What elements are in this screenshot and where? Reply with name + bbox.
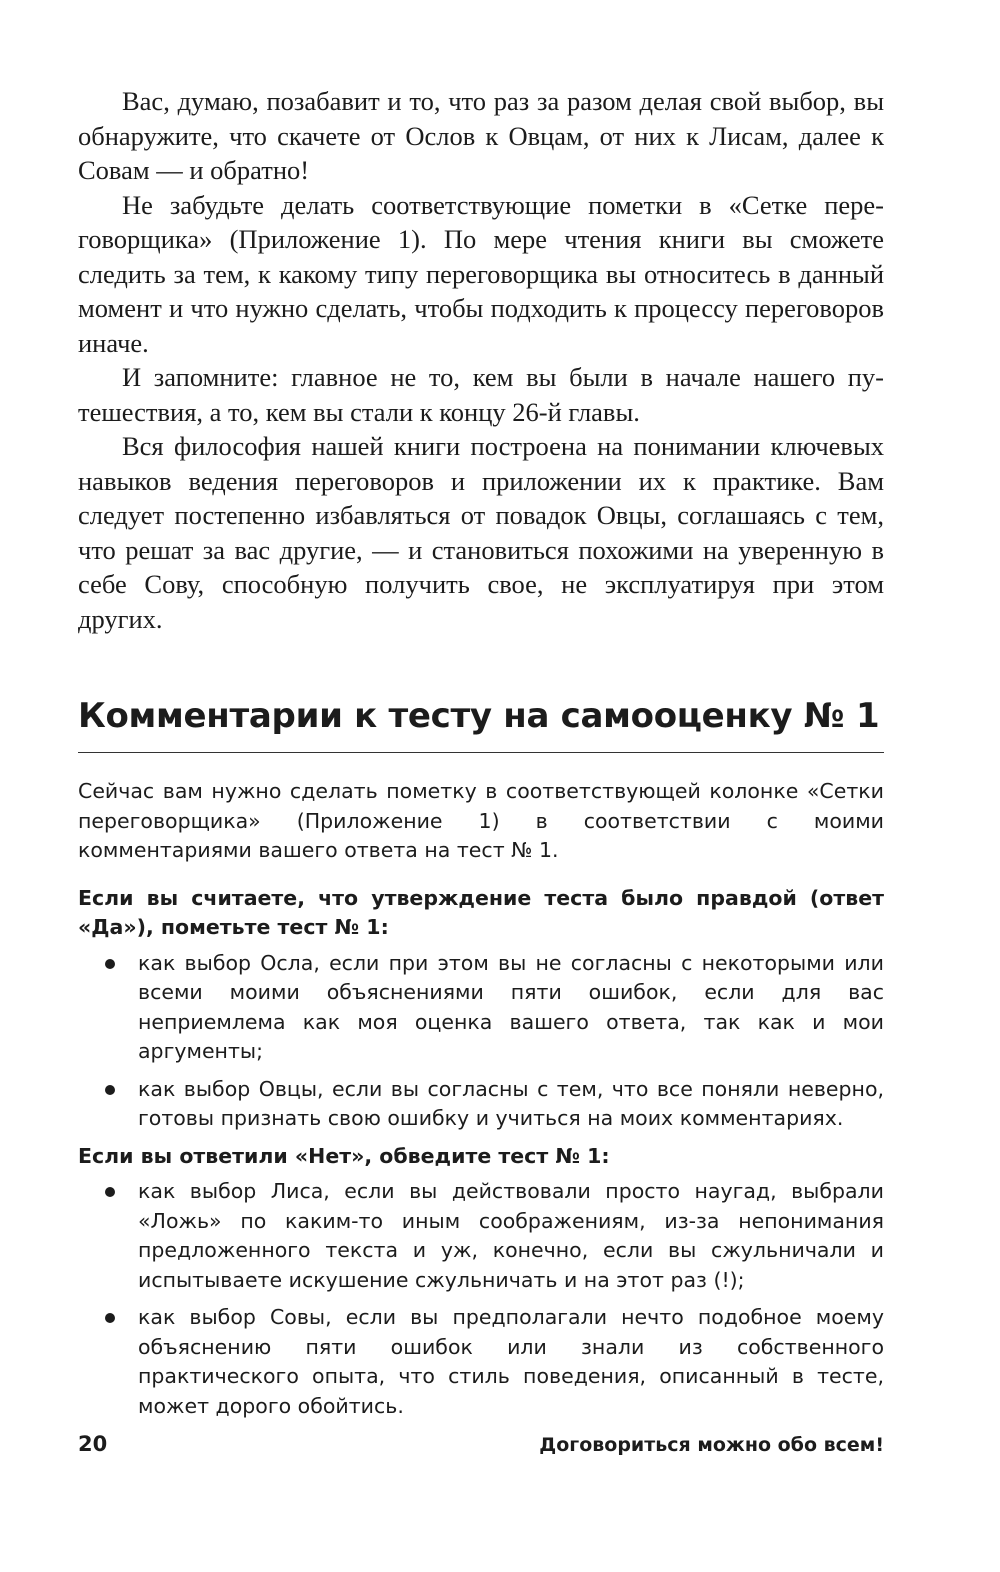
bullet-icon [105, 1313, 115, 1323]
intro-paragraph-1: Вас, думаю, позабавит и то, что раз за разом делая свой выбор, вы обнаружите, что скачете от Ослов к Овцам, от них к Лисам, далее к Совам — и обратно! [78, 86, 884, 185]
list-item [78, 949, 884, 1067]
no-answer-heading: Если вы ответили «Нет», обведите тест № 1: [78, 1143, 610, 1168]
page-body [78, 84, 884, 1429]
list-item-text: как выбор Совы, если вы предполагали нечто подобное моему объяснению пяти ошибок или знали из собственного практического опыта, что стиль поведения, описанный в тесте, может дорого обойтись. [138, 1305, 884, 1418]
bullet-icon [105, 959, 115, 969]
list-item [78, 1075, 884, 1134]
section-divider [78, 752, 884, 753]
yes-answer-list [78, 949, 884, 1134]
list-item-text: как выбор Лиса, если вы действовали просто наугад, выбрали «Ложь» по каким-то иным соображениям, из-за непонимания предложенного текста и уж, конечно, если вы сжульничали и испытываете искушение сжульничать и на этот раз (!); [138, 1179, 884, 1292]
list-item [78, 1177, 884, 1295]
list-item-text: как выбор Осла, если при этом вы не согласны с некоторыми или всеми моими объяснениями пяти ошибок, если для вас неприемлема как моя оценка вашего ответа, так как и мои аргументы; [138, 950, 884, 1063]
page-number: 20 [78, 1432, 108, 1456]
intro-paragraph-4: Вся философия нашей книги построена на понимании ключевых навыков ведения переговоров и приложении их к практике. Вам следует постепенно избавляться от повадок Овцы, соглашаясь с тем, что решат за вас другие, — и становиться похожими на уверенную в себе Сову, способную получить свое, не эксплуатируя при этом других. [78, 431, 884, 634]
bullet-icon [105, 1085, 115, 1095]
running-title: Договориться можно обо всем! [539, 1434, 884, 1456]
section-lead: Сейчас вам нужно сделать пометку в соответствующей колонке «Сетки переговорщика» (Приложение 1) в соответствии с моими комментариями вашего ответа на тест № 1. [78, 779, 884, 862]
yes-answer-heading: Если вы считаете, что утверждение теста было правдой (ответ «Да»), пометьте тест № 1: [78, 885, 884, 939]
list-item-text: как выбор Овцы, если вы согласны с тем, что все поняли неверно, готовы признать свою ошибку и учиться на моих комментариях. [138, 1076, 884, 1130]
page-footer [78, 1432, 884, 1456]
intro-paragraph-2: Не забудьте делать соответствующие пометки в «Сетке переговорщика» (Приложение 1). По мере чтения книги вы сможете следить за тем, к какому типу переговорщика вы относитесь в данный момент и что нужно сделать, чтобы подходить к процессу переговоров иначе. [78, 189, 884, 358]
section-heading: Комментарии к тесту на самооценку № 1 [78, 696, 880, 736]
intro-paragraph-3: И запомните: главное не то, кем вы были в начале нашего путешествия, а то, кем вы стали к концу 26-й главы. [78, 362, 884, 427]
no-answer-list [78, 1177, 884, 1421]
bullet-icon [105, 1187, 115, 1197]
list-item [78, 1303, 884, 1421]
